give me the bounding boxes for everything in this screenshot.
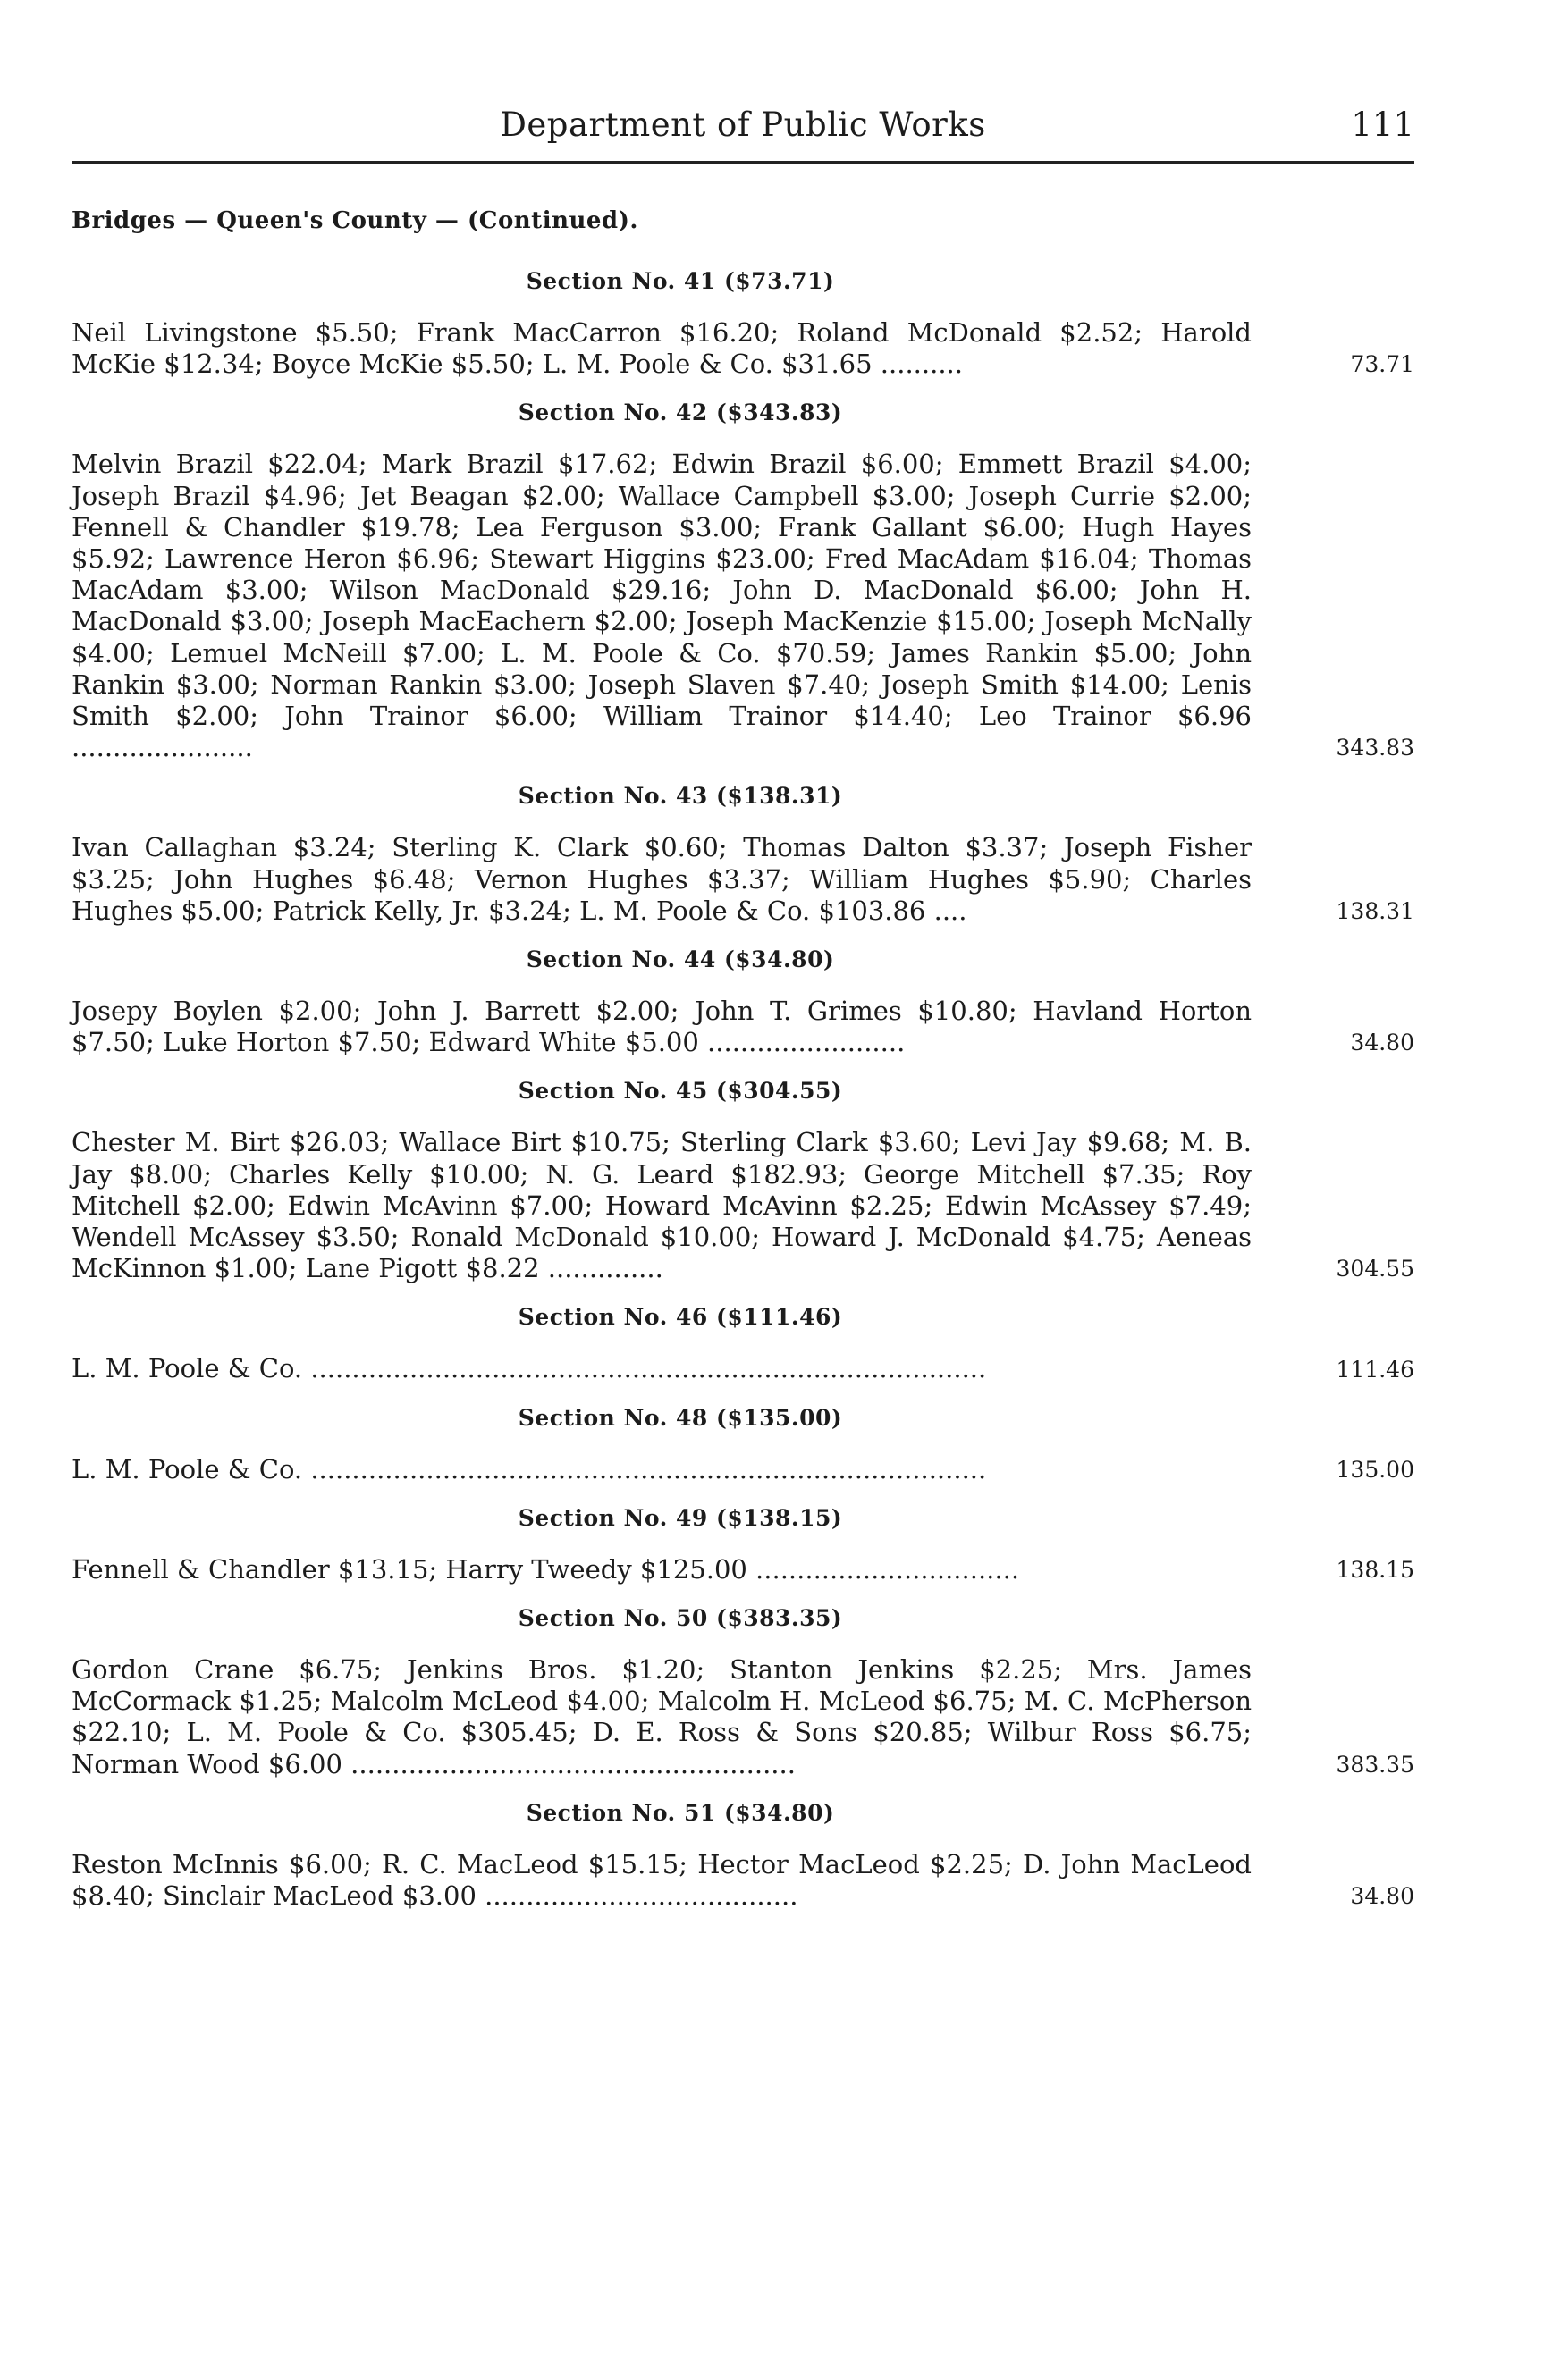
section-43 <box>72 783 1414 927</box>
payee-list: Chester M. Birt $26.03; Wallace Birt $10.75; Sterling Clark $3.60; Levi Jay $9.68; M. B. Jay $8.00; Charles Kelly $10.00; N. G. Leard $182.93; George Mitchell $7.35; Roy Mitchell $2.00; Edwin McAvinn $7.00; Howard McAvinn $2.25; Edwin McAssey $7.49; Wendell McAssey $3.50; Ronald McDonald $10.00; Howard J. McDonald $4.75; Aeneas McKinnon $1.00; Lane Pigott $8.22 .............. <box>72 1127 1252 1284</box>
section-amount: 34.80 <box>1350 1883 1414 1910</box>
section-entry <box>72 449 1414 763</box>
section-46 <box>72 1304 1414 1384</box>
section-amount: 135.00 <box>1336 1456 1414 1483</box>
section-heading: Section No. 46 ($111.46) <box>518 1304 843 1331</box>
section-entry <box>72 1454 1414 1485</box>
section-entry <box>72 1849 1414 1912</box>
section-heading: Section No. 41 ($73.71) <box>526 268 835 294</box>
payee-list: Neil Livingstone $5.50; Frank MacCarron $16.20; Roland McDonald $2.52; Harold McKie $12.34; Boyce McKie $5.50; L. M. Poole & Co. $31.65 .......... <box>72 317 1252 380</box>
continued-heading: Bridges — Queen's County — (Continued). <box>72 207 638 234</box>
section-amount: 73.71 <box>1350 351 1414 378</box>
section-entry <box>72 317 1414 380</box>
section-entry <box>72 1127 1414 1284</box>
section-heading: Section No. 43 ($138.31) <box>518 783 843 810</box>
payee-list: Fennell & Chandler $13.15; Harry Tweedy $125.00 ................................ <box>72 1553 1020 1585</box>
page-number: 111 <box>1351 105 1414 144</box>
section-49 <box>72 1505 1414 1585</box>
section-heading: Section No. 44 ($34.80) <box>526 946 835 973</box>
page-title: Department of Public Works <box>500 105 986 144</box>
section-entry <box>72 832 1414 927</box>
section-heading: Section No. 50 ($383.35) <box>518 1605 843 1632</box>
section-amount: 138.31 <box>1336 898 1414 925</box>
section-entry <box>72 1353 1414 1384</box>
section-heading: Section No. 45 ($304.55) <box>518 1078 843 1105</box>
sections-list <box>72 259 1414 1931</box>
page-header <box>72 105 1414 161</box>
section-amount: 383.35 <box>1336 1751 1414 1778</box>
section-amount: 34.80 <box>1350 1030 1414 1056</box>
payee-list: Ivan Callaghan $3.24; Sterling K. Clark $0.60; Thomas Dalton $3.37; Joseph Fisher $3.25; John Hughes $6.48; Vernon Hughes $3.37; William Hughes $5.90; Charles Hughes $5.00; Patrick Kelly, Jr. $3.24; L. M. Poole & Co. $103.86 .... <box>72 832 1252 926</box>
section-amount: 111.46 <box>1336 1356 1414 1383</box>
payee-list: L. M. Poole & Co. .................................................................................. <box>72 1353 987 1384</box>
payee-list: Reston McInnis $6.00; R. C. MacLeod $15.15; Hector MacLeod $2.25; D. John MacLeod $8.40; Sinclair MacLeod $3.00 ...................................... <box>72 1848 1252 1912</box>
payee-list: Gordon Crane $6.75; Jenkins Bros. $1.20; Stanton Jenkins $2.25; Mrs. James McCormack $1.25; Malcolm McLeod $4.00; Malcolm H. McLeod $6.75; M. C. McPherson $22.10; L. M. Poole & Co. $305.45; D. E. Ross & Sons $20.85; Wilbur Ross $6.75; Norman Wood $6.00 ...................................................... <box>72 1654 1252 1779</box>
section-amount: 343.83 <box>1336 735 1414 761</box>
header-rule <box>72 161 1414 164</box>
section-41 <box>72 268 1414 380</box>
payee-list: Josepy Boylen $2.00; John J. Barrett $2.00; John T. Grimes $10.80; Havland Horton $7.50; Luke Horton $7.50; Edward White $5.00 ........................ <box>72 996 1252 1058</box>
section-42 <box>72 399 1414 763</box>
payee-list: L. M. Poole & Co. .................................................................................. <box>72 1453 987 1484</box>
section-44 <box>72 946 1414 1058</box>
section-50 <box>72 1605 1414 1780</box>
section-entry <box>72 996 1414 1058</box>
payee-list: Melvin Brazil $22.04; Mark Brazil $17.62; Edwin Brazil $6.00; Emmett Brazil $4.00; Joseph Brazil $4.96; Jet Beagan $2.00; Wallace Campbell $3.00; Joseph Currie $2.00; Fennell & Chandler $19.78; Lea Ferguson $3.00; Frank Gallant $6.00; Hugh Hayes $5.92; Lawrence Heron $6.96; Stewart Higgins $23.00; Fred MacAdam $16.04; Thomas MacAdam $3.00; Wilson MacDonald $29.16; John D. MacDonald $6.00; John H. MacDonald $3.00; Joseph MacEachern $2.00; Joseph MacKenzie $15.00; Joseph McNally $4.00; Lemuel McNeill $7.00; L. M. Poole & Co. $70.59; James Rankin $5.00; John Rankin $3.00; Norman Rankin $3.00; Joseph Slaven $7.40; Joseph Smith $14.00; Lenis Smith $2.00; John Trainor $6.00; William Trainor $14.40; Leo Trainor $6.96 ...................... <box>72 449 1252 763</box>
section-heading: Section No. 48 ($135.00) <box>518 1404 843 1431</box>
section-heading: Section No. 51 ($34.80) <box>526 1799 835 1826</box>
section-heading: Section No. 49 ($138.15) <box>518 1504 843 1531</box>
section-entry <box>72 1554 1414 1585</box>
section-heading: Section No. 42 ($343.83) <box>518 399 843 426</box>
section-48 <box>72 1405 1414 1485</box>
section-entry <box>72 1654 1414 1780</box>
section-51 <box>72 1800 1414 1912</box>
section-amount: 138.15 <box>1336 1557 1414 1584</box>
section-45 <box>72 1078 1414 1284</box>
section-amount: 304.55 <box>1336 1256 1414 1283</box>
